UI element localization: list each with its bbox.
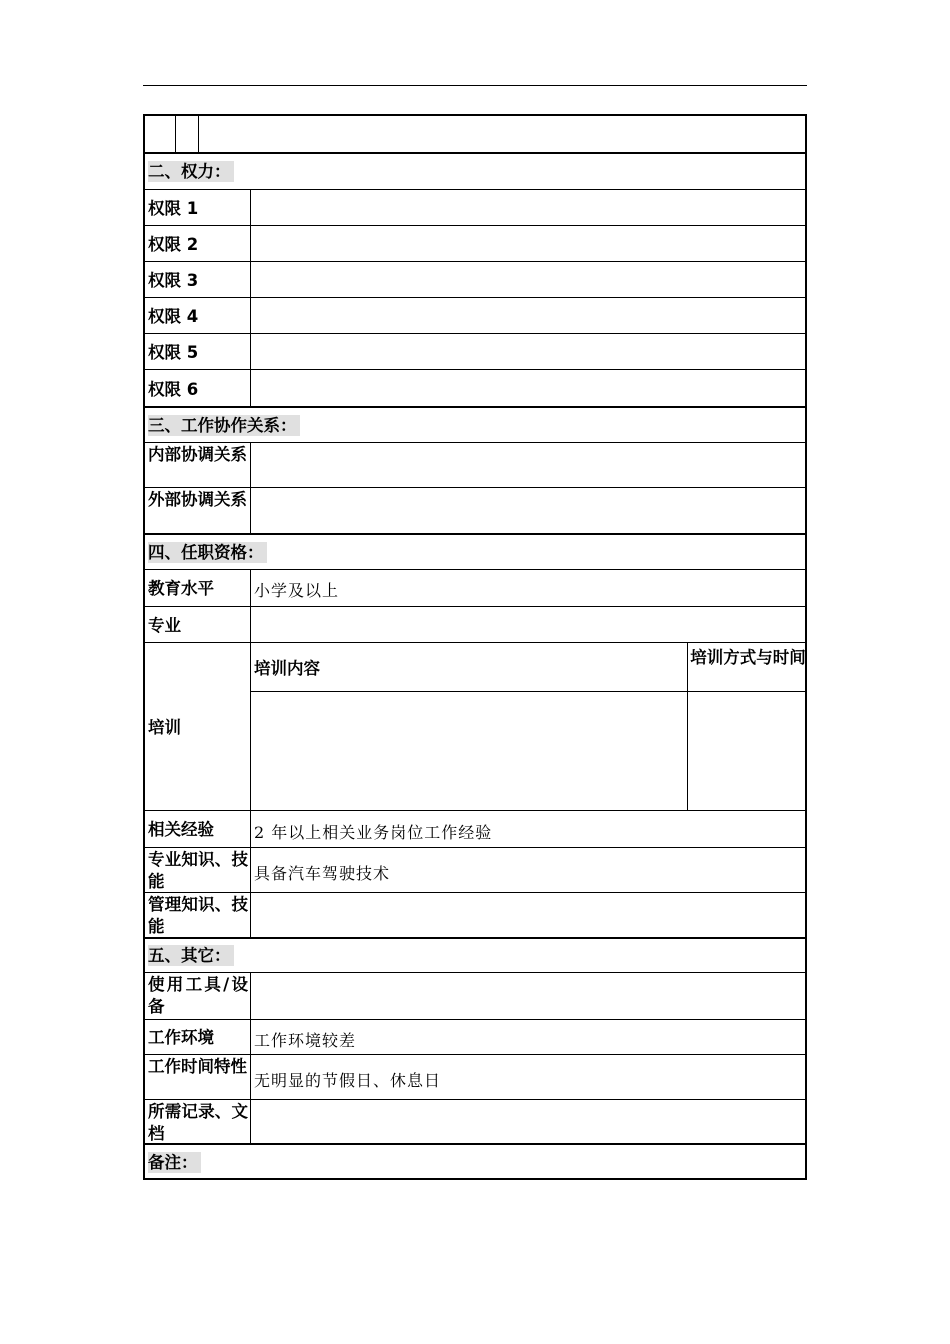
education-row [145,570,805,607]
training-row [145,643,805,811]
power-row-4 [145,298,805,334]
header-rule [143,85,807,86]
major-label: 专业 [148,616,181,635]
job-description-table [143,114,807,1180]
environment-value: 工作环境较差 [254,1031,357,1050]
work-time-value: 无明显的节假日、休息日 [254,1071,442,1090]
power-label-2: 权限 2 [148,235,199,254]
section-power-title: 二、权力： [148,161,234,182]
tools-label: 使用工具/设备 [148,975,248,1016]
knowledge-value: 具备汽车驾驶技术 [254,864,391,883]
external-relations-row [145,488,805,535]
internal-relations-row [145,443,805,488]
power-row-2 [145,226,805,262]
experience-row [145,811,805,848]
external-relations-label: 外部协调关系 [148,490,247,509]
training-content-header: 培训内容 [254,659,320,678]
training-column-divider [687,643,688,810]
internal-relations-label: 内部协调关系 [148,445,247,464]
section-qualifications [145,535,805,570]
work-time-row [145,1055,805,1100]
training-method-header: 培训方式与时间 [690,648,806,667]
experience-value: 2 年以上相关业务岗位工作经验 [254,823,493,842]
power-label-6: 权限 6 [148,380,199,399]
training-header-divider [251,691,805,692]
power-label-4: 权限 4 [148,307,199,326]
work-time-label: 工作时间特性 [148,1057,247,1076]
power-label-1: 权限 1 [148,199,199,218]
section-qualifications-title: 四、任职资格： [148,542,267,563]
knowledge-label: 专业知识、技能 [148,850,248,891]
knowledge-row [145,848,805,893]
section-relations-title: 三、工作协作关系： [148,415,300,436]
power-label-3: 权限 3 [148,271,199,290]
remarks-row [145,1145,805,1178]
power-row-5 [145,334,805,370]
top-cell-box [175,116,199,152]
section-other [145,939,805,973]
top-row [145,116,805,154]
section-other-title: 五、其它： [148,945,234,966]
experience-label: 相关经验 [148,820,214,839]
tools-row [145,973,805,1020]
records-label: 所需记录、文档 [148,1102,248,1143]
remarks-title: 备注： [148,1152,201,1173]
power-row-1 [145,190,805,226]
environment-label: 工作环境 [148,1028,214,1047]
power-row-3 [145,262,805,298]
education-value: 小学及以上 [254,581,340,600]
power-label-5: 权限 5 [148,343,199,362]
major-row [145,607,805,643]
environment-row [145,1020,805,1055]
power-row-6 [145,370,805,408]
records-row [145,1100,805,1145]
management-label: 管理知识、技能 [148,895,248,936]
training-label: 培训 [148,718,181,737]
education-label: 教育水平 [148,579,214,598]
management-row [145,893,805,939]
section-power [145,154,805,190]
section-relations [145,408,805,443]
